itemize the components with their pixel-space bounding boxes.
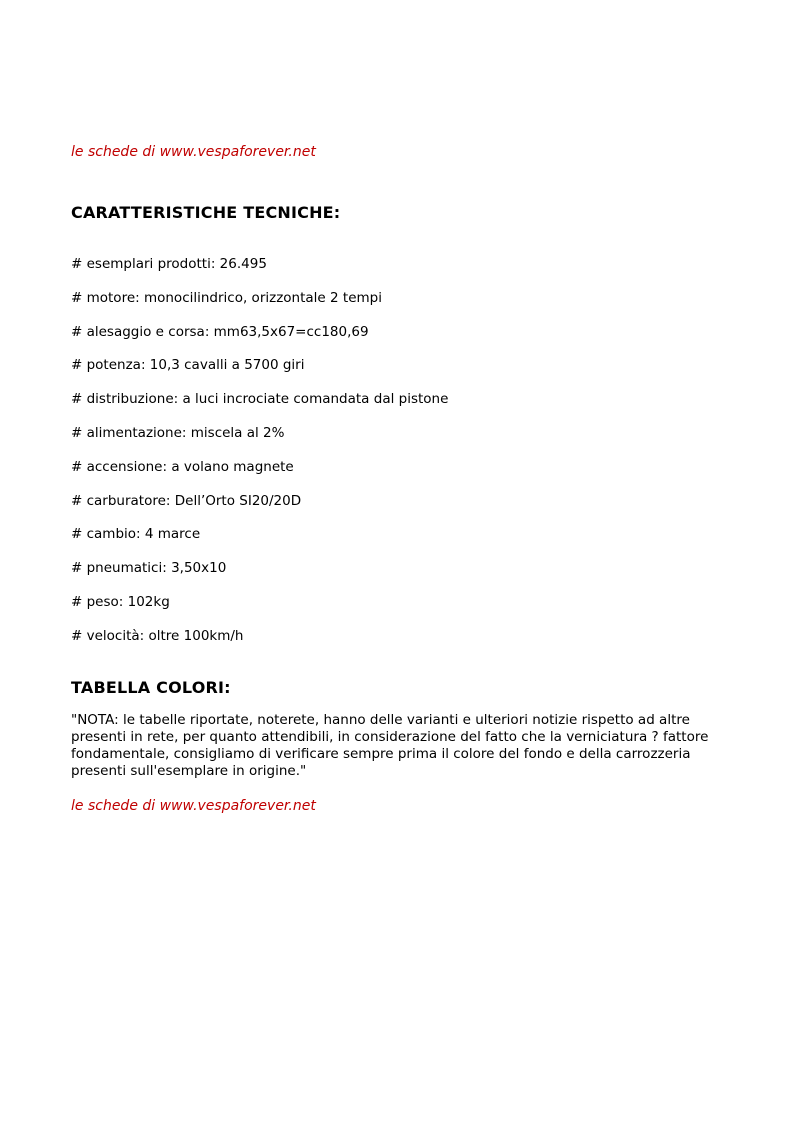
source-credit-bottom: le schede di www.vespaforever.net: [71, 798, 316, 814]
spec-item-fuel-supply: # alimentazione: miscela al 2%: [71, 424, 285, 441]
specs-list: [71, 255, 448, 661]
spec-item-weight: # peso: 102kg: [71, 593, 170, 610]
spec-item-top-speed: # velocità: oltre 100km/h: [71, 627, 244, 644]
spec-item-carburetor: # carburatore: Dell’Orto SI20/20D: [71, 492, 302, 509]
source-credit-top: le schede di www.vespaforever.net: [71, 144, 316, 160]
spec-item-distribution: # distribuzione: a luci incrociate comandata dal pistone: [71, 391, 449, 408]
specs-heading: CARATTERISTICHE TECNICHE:: [71, 203, 341, 222]
spec-item-tyres: # pneumatici: 3,50x10: [71, 560, 227, 577]
spec-item-units-produced: # esemplari prodotti: 26.495: [71, 256, 267, 272]
spec-item-engine: # motore: monocilindrico, orizzontale 2 tempi: [71, 289, 382, 306]
spec-item-ignition: # accensione: a volano magnete: [71, 458, 294, 475]
spec-item-power: # potenza: 10,3 cavalli a 5700 giri: [71, 357, 305, 374]
spec-item-gearbox: # cambio: 4 marce: [71, 526, 201, 543]
colors-note: "NOTA: le tabelle riportate, noterete, hanno delle varianti e ulteriori notizie rispetto ad altre presenti in rete, per quanto attendibili, in considerazione del fatto che la verniciatura ? fattore fondamentale, consigliamo di verificare sempre prima il colore del fondo e della carrozzeria presenti sull'esemplare in origine.": [71, 712, 709, 779]
colors-heading: TABELLA COLORI:: [71, 678, 231, 697]
spec-item-bore-stroke: # alesaggio e corsa: mm63,5x67=cc180,69: [71, 323, 369, 340]
